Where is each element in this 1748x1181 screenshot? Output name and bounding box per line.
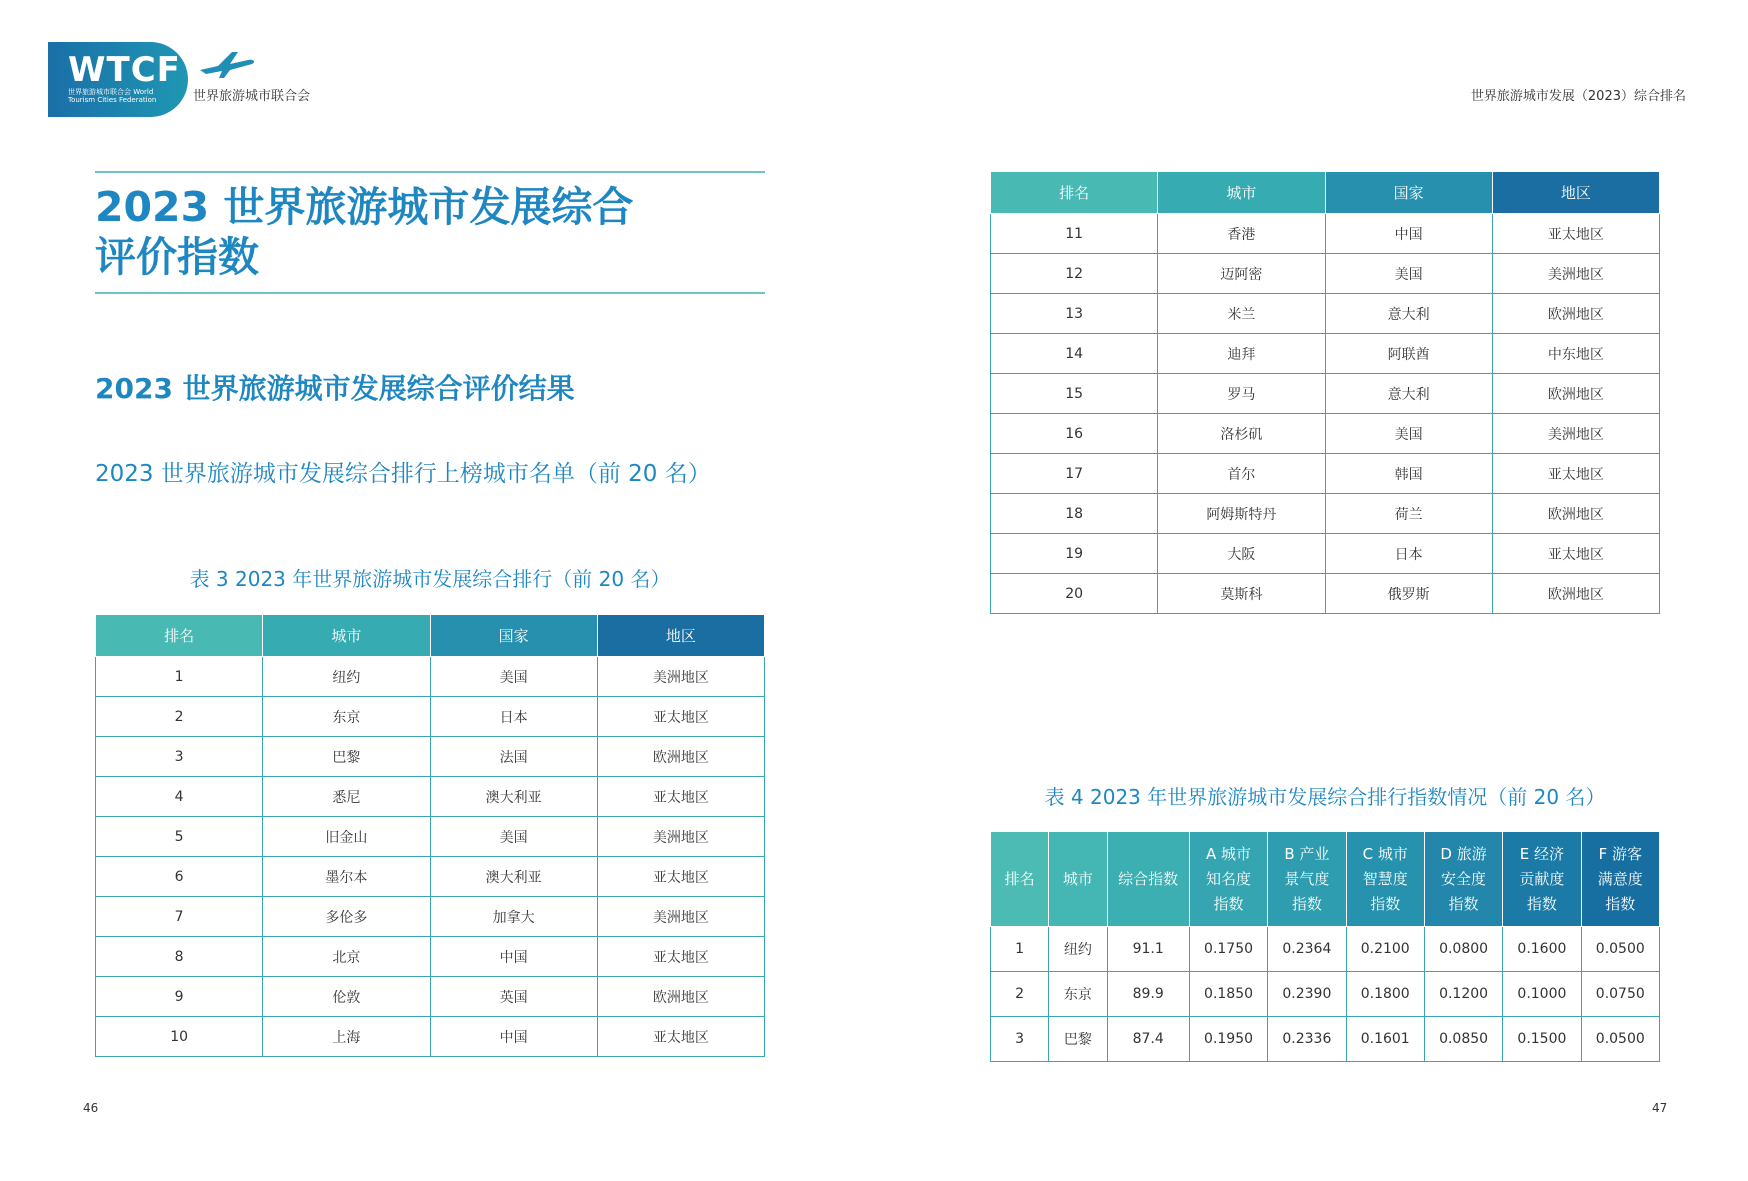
page-number-left: 46 — [83, 1101, 99, 1115]
table-cell: 荷兰 — [1325, 494, 1492, 534]
table-cell: 0.2364 — [1268, 927, 1346, 972]
table-cell: 0.1600 — [1503, 927, 1581, 972]
table-cell: 20 — [991, 574, 1158, 614]
table-cell: 0.1950 — [1189, 1017, 1267, 1062]
header-line: 满意度 — [1597, 869, 1643, 888]
table-cell: 8 — [96, 937, 263, 977]
table-row — [96, 737, 765, 777]
index-header-cell — [1268, 832, 1346, 927]
title-rule-top — [95, 171, 765, 173]
table-cell: 香港 — [1158, 214, 1325, 254]
header-line: C 城市 — [1362, 844, 1408, 863]
table-cell: 亚太地区 — [597, 777, 764, 817]
table-cell: 0.0750 — [1581, 972, 1659, 1017]
table-cell: 0.2336 — [1268, 1017, 1346, 1062]
table-cell: 0.0500 — [1581, 1017, 1659, 1062]
index-table — [990, 831, 1660, 1062]
table-cell: 欧洲地区 — [1492, 574, 1659, 614]
header-city: 城市 — [1158, 172, 1325, 214]
table-cell: 东京 — [263, 697, 430, 737]
table-cell: 阿姆斯特丹 — [1158, 494, 1325, 534]
table-cell: 意大利 — [1325, 294, 1492, 334]
table-cell: 亚太地区 — [1492, 534, 1659, 574]
index-header-cell — [1424, 832, 1502, 927]
table-cell: 19 — [991, 534, 1158, 574]
index-header-row — [991, 832, 1660, 927]
table-cell: 罗马 — [1158, 374, 1325, 414]
table-cell: 3 — [96, 737, 263, 777]
table-cell: 日本 — [1325, 534, 1492, 574]
table-cell: 韩国 — [1325, 454, 1492, 494]
index-header-cell — [1346, 832, 1424, 927]
header-region: 地区 — [597, 615, 764, 657]
section-heading: 2023 世界旅游城市发展综合评价结果 — [95, 372, 575, 405]
main-title — [95, 182, 695, 282]
table-cell: 多伦多 — [263, 897, 430, 937]
table-row — [991, 972, 1660, 1017]
table4-caption: 表 4 2023 年世界旅游城市发展综合排行指数情况（前 20 名） — [1044, 785, 1606, 809]
table-cell: 美洲地区 — [1492, 414, 1659, 454]
table-cell: 0.1800 — [1346, 972, 1424, 1017]
table-cell: 欧洲地区 — [1492, 494, 1659, 534]
header-line: E 经济 — [1519, 844, 1565, 863]
header-line: 安全度 — [1441, 869, 1487, 888]
table-cell: 东京 — [1049, 972, 1107, 1017]
header-line: 排名 — [1004, 869, 1035, 888]
header-line: 城市 — [1062, 869, 1093, 888]
table-cell: 0.2390 — [1268, 972, 1346, 1017]
ranking-table-left — [95, 614, 765, 1057]
table-cell: 0.2100 — [1346, 927, 1424, 972]
table-cell: 日本 — [430, 697, 597, 737]
table-cell: 迈阿密 — [1158, 254, 1325, 294]
table-cell: 中国 — [1325, 214, 1492, 254]
table-cell: 1 — [991, 927, 1049, 972]
table-row — [96, 777, 765, 817]
main-title-line2: 评价指数 — [95, 233, 259, 281]
table-cell: 0.1850 — [1189, 972, 1267, 1017]
table-row — [991, 334, 1660, 374]
header-line: 指数 — [1370, 894, 1401, 913]
header-rank: 排名 — [991, 172, 1158, 214]
header-line: 综合指数 — [1118, 869, 1179, 888]
table-row — [96, 857, 765, 897]
table-cell: 阿联酋 — [1325, 334, 1492, 374]
index-header-cell — [1189, 832, 1267, 927]
table-cell: 0.1000 — [1503, 972, 1581, 1017]
table-cell: 0.1500 — [1503, 1017, 1581, 1062]
airplane-icon — [198, 48, 256, 80]
table-cell: 0.0500 — [1581, 927, 1659, 972]
title-rule-bottom — [95, 292, 765, 294]
table-cell: 0.1601 — [1346, 1017, 1424, 1062]
index-header-cell — [1503, 832, 1581, 927]
table-cell: 美国 — [430, 817, 597, 857]
table-cell: 18 — [991, 494, 1158, 534]
index-header-cell — [991, 832, 1049, 927]
table-row — [96, 817, 765, 857]
table-cell: 英国 — [430, 977, 597, 1017]
header-line: D 旅游 — [1440, 844, 1487, 863]
index-header-cell — [1581, 832, 1659, 927]
header-line: F 游客 — [1598, 844, 1642, 863]
table-cell: 巴黎 — [263, 737, 430, 777]
table-cell: 北京 — [263, 937, 430, 977]
table-cell: 5 — [96, 817, 263, 857]
table-cell: 1 — [96, 657, 263, 697]
table-cell: 3 — [991, 1017, 1049, 1062]
table-cell: 大阪 — [1158, 534, 1325, 574]
table-cell: 俄罗斯 — [1325, 574, 1492, 614]
table-cell: 15 — [991, 374, 1158, 414]
org-name: 世界旅游城市联合会 — [193, 89, 311, 104]
table-cell: 89.9 — [1107, 972, 1189, 1017]
table-cell: 87.4 — [1107, 1017, 1189, 1062]
table-row — [96, 937, 765, 977]
table-cell: 欧洲地区 — [597, 977, 764, 1017]
table-cell: 11 — [991, 214, 1158, 254]
wtcf-logo-subtext: 世界旅游城市联合会 World Tourism Cities Federation — [68, 88, 157, 104]
table-cell: 2 — [991, 972, 1049, 1017]
table-header-row — [991, 172, 1660, 214]
table-row — [991, 454, 1660, 494]
table-cell: 6 — [96, 857, 263, 897]
table-cell: 17 — [991, 454, 1158, 494]
table-cell: 9 — [96, 977, 263, 1017]
table-cell: 13 — [991, 294, 1158, 334]
header-line: 贡献度 — [1519, 869, 1565, 888]
table-header-row — [96, 615, 765, 657]
table-cell: 亚太地区 — [597, 857, 764, 897]
header-line: 指数 — [1605, 894, 1636, 913]
table-cell: 0.1200 — [1424, 972, 1502, 1017]
table-row — [991, 1017, 1660, 1062]
table-cell: 首尔 — [1158, 454, 1325, 494]
table-cell: 0.0850 — [1424, 1017, 1502, 1062]
table-cell: 巴黎 — [1049, 1017, 1107, 1062]
table-cell: 意大利 — [1325, 374, 1492, 414]
table-row — [96, 977, 765, 1017]
table-cell: 米兰 — [1158, 294, 1325, 334]
table-cell: 亚太地区 — [1492, 454, 1659, 494]
table-row — [991, 374, 1660, 414]
header-rank: 排名 — [96, 615, 263, 657]
table-cell: 亚太地区 — [1492, 214, 1659, 254]
table-row — [991, 494, 1660, 534]
header-line: 景气度 — [1284, 869, 1330, 888]
table-cell: 美洲地区 — [597, 817, 764, 857]
header-line: 知名度 — [1206, 869, 1252, 888]
table-row — [96, 897, 765, 937]
table-cell: 91.1 — [1107, 927, 1189, 972]
table-cell: 欧洲地区 — [1492, 374, 1659, 414]
index-header-cell — [1049, 832, 1107, 927]
table-cell: 中国 — [430, 937, 597, 977]
table-row — [991, 414, 1660, 454]
table-row — [991, 254, 1660, 294]
table-cell: 亚太地区 — [597, 937, 764, 977]
table-row — [991, 574, 1660, 614]
header-country: 国家 — [430, 615, 597, 657]
table-cell: 澳大利亚 — [430, 857, 597, 897]
table-cell: 加拿大 — [430, 897, 597, 937]
table-cell: 7 — [96, 897, 263, 937]
table-cell: 美洲地区 — [597, 657, 764, 697]
table-cell: 伦敦 — [263, 977, 430, 1017]
table-cell: 10 — [96, 1017, 263, 1057]
table-cell: 纽约 — [263, 657, 430, 697]
table-cell: 法国 — [430, 737, 597, 777]
index-header-cell — [1107, 832, 1189, 927]
table-row — [96, 1017, 765, 1057]
table-cell: 16 — [991, 414, 1158, 454]
header-region: 地区 — [1492, 172, 1659, 214]
header-city: 城市 — [263, 615, 430, 657]
header-line: B 产业 — [1284, 844, 1330, 863]
table-cell: 美国 — [1325, 254, 1492, 294]
table3-caption: 表 3 2023 年世界旅游城市发展综合排行（前 20 名） — [189, 567, 671, 591]
table-cell: 莫斯科 — [1158, 574, 1325, 614]
table-cell: 4 — [96, 777, 263, 817]
table-cell: 上海 — [263, 1017, 430, 1057]
header-line: 指数 — [1213, 894, 1244, 913]
wtcf-logo-text: WTCF — [68, 50, 181, 90]
table-cell: 迪拜 — [1158, 334, 1325, 374]
table-cell: 12 — [991, 254, 1158, 294]
table-cell: 纽约 — [1049, 927, 1107, 972]
page-number-right: 47 — [1652, 1101, 1668, 1115]
header-country: 国家 — [1325, 172, 1492, 214]
header-line: 指数 — [1526, 894, 1557, 913]
table-row — [991, 294, 1660, 334]
table-row — [991, 927, 1660, 972]
table-cell: 中国 — [430, 1017, 597, 1057]
table-cell: 14 — [991, 334, 1158, 374]
main-title-line1: 2023 世界旅游城市发展综合 — [95, 183, 634, 231]
table-cell: 中东地区 — [1492, 334, 1659, 374]
table-cell: 墨尔本 — [263, 857, 430, 897]
report-title-header: 世界旅游城市发展（2023）综合排名 — [1470, 89, 1686, 104]
table-cell: 欧洲地区 — [1492, 294, 1659, 334]
table-cell: 2 — [96, 697, 263, 737]
ranking-table-right — [990, 171, 1660, 614]
table-cell: 悉尼 — [263, 777, 430, 817]
table-cell: 0.1750 — [1189, 927, 1267, 972]
header-line: A 城市 — [1206, 844, 1252, 863]
table-cell: 0.0800 — [1424, 927, 1502, 972]
table-cell: 美洲地区 — [597, 897, 764, 937]
table-cell: 美国 — [430, 657, 597, 697]
table-row — [991, 214, 1660, 254]
table-cell: 亚太地区 — [597, 1017, 764, 1057]
header-line: 指数 — [1291, 894, 1322, 913]
table-cell: 洛杉矶 — [1158, 414, 1325, 454]
header-line: 指数 — [1448, 894, 1479, 913]
table-cell: 欧洲地区 — [597, 737, 764, 777]
table-cell: 旧金山 — [263, 817, 430, 857]
table-row — [96, 697, 765, 737]
header-line: 智慧度 — [1362, 869, 1408, 888]
table-row — [991, 534, 1660, 574]
table-cell: 美国 — [1325, 414, 1492, 454]
table-row — [96, 657, 765, 697]
section-subheading: 2023 世界旅游城市发展综合排行上榜城市名单（前 20 名） — [95, 461, 711, 487]
table-cell: 亚太地区 — [597, 697, 764, 737]
table-cell: 美洲地区 — [1492, 254, 1659, 294]
table-cell: 澳大利亚 — [430, 777, 597, 817]
